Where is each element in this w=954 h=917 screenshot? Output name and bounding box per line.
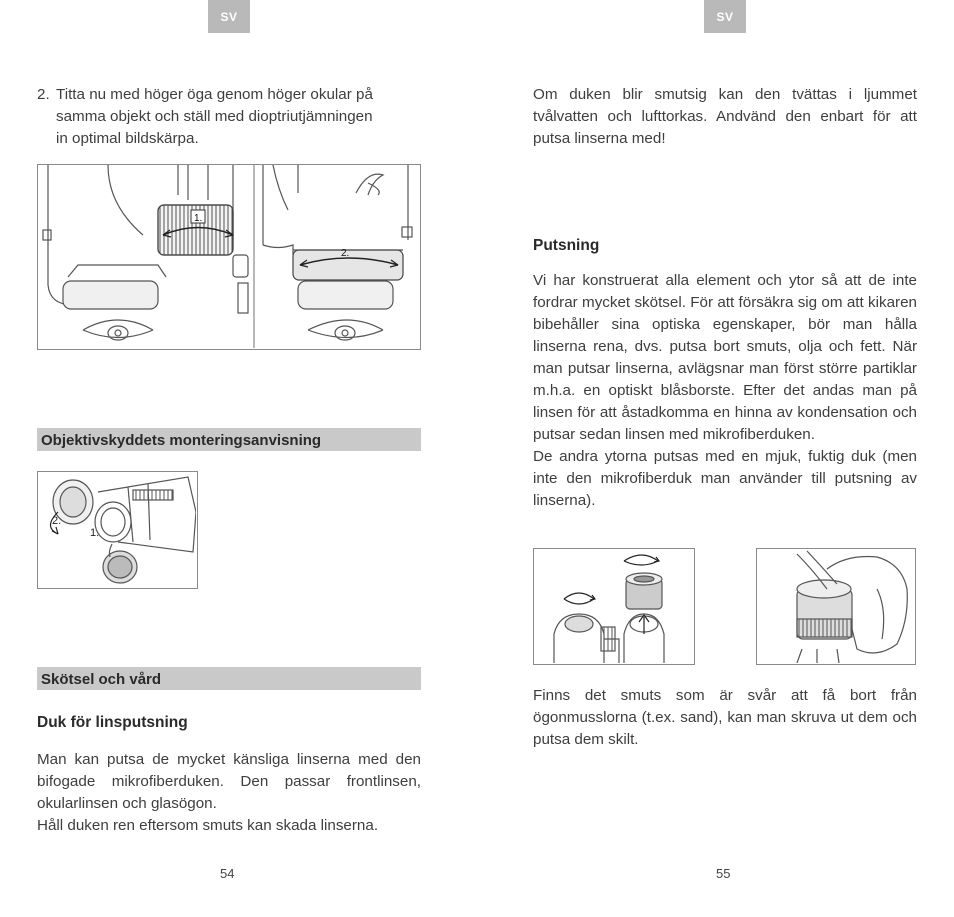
eyecup-text: Finns det smuts som är svår att få bort från ögonmusslorna (t.ex. sand), kan man skruva ut dem och putsa dem skilt. (533, 687, 917, 748)
section-header-objektiv: Objektivskyddets monteringsanvisning (37, 428, 421, 451)
wash-paragraph (533, 84, 917, 150)
heading-putsning: Putsning (533, 237, 600, 254)
duk-paragraph (37, 749, 421, 837)
duk-text-2: Håll duken ren eftersom smuts kan skada linserna. (37, 817, 379, 834)
step-line-3: in optimal bildskärpa. (56, 130, 199, 147)
heading-duk: Duk för linsputsning (37, 714, 188, 731)
diopter-illustration (38, 165, 419, 348)
language-tab-left: SV (208, 0, 250, 33)
step-number: 2. (37, 86, 50, 103)
duk-text: Man kan putsa de mycket känsliga linserna med den bifogade mikrofiberduken. Den passar frontlinsen, okularlinsen och glasögon. (37, 751, 421, 812)
objective-cap-illustration (38, 472, 196, 587)
fig2-label-2: 2. (52, 515, 62, 527)
language-tab-right: SV (704, 0, 746, 33)
fig1-label-1: 1. (194, 213, 203, 224)
step-line-2: samma objekt och ställ med dioptriutjämningen (56, 108, 373, 125)
eyecup-cleaning-figure (756, 548, 916, 665)
fig1-label-2: 2. (341, 248, 350, 259)
page-number-left: 54 (220, 866, 235, 881)
eyecup-cleaning-illustration (757, 549, 914, 663)
section-header-skotsel: Skötsel och vård (37, 667, 421, 690)
page-number-right: 55 (716, 866, 731, 881)
diopter-adjustment-figure (37, 164, 421, 350)
wash-text: Om duken blir smutsig kan den tvättas i ljummet tvålvatten och lufttorkas. Andvänd den enbart för att putsa linserna med! (533, 86, 917, 147)
step-2-instruction (37, 84, 427, 150)
fig2-label-1: 1. (90, 527, 100, 539)
eyecup-removal-illustration (534, 549, 693, 663)
step-line-1: Titta nu med höger öga genom höger okular på (56, 86, 373, 103)
eyecup-paragraph (533, 685, 917, 751)
putsning-text-2: De andra ytorna putsas med en mjuk, fuktig duk (men inte den mikrofiberduk man använder till putsning av linserna). (533, 448, 917, 509)
eyecup-removal-figure (533, 548, 695, 665)
putsning-paragraph (533, 270, 917, 512)
putsning-text: Vi har konstruerat alla element och ytor så att de inte fordrar mycket skötsel. För att försäkra sig om att kikaren bibehåller sina optiska egenskaper, bör man hålla linserna rena, dvs. putsa bort smuts, olja och fett. När man putsar linserna, avlägsnar man först större partiklar m.h.a. en optiskt blåsborste. Efter det andas man på linsen för att åstadkomma en hinna av kondensation och putsar sedan linsen med mikrofiberduken. (533, 272, 917, 443)
objective-cap-figure (37, 471, 198, 589)
